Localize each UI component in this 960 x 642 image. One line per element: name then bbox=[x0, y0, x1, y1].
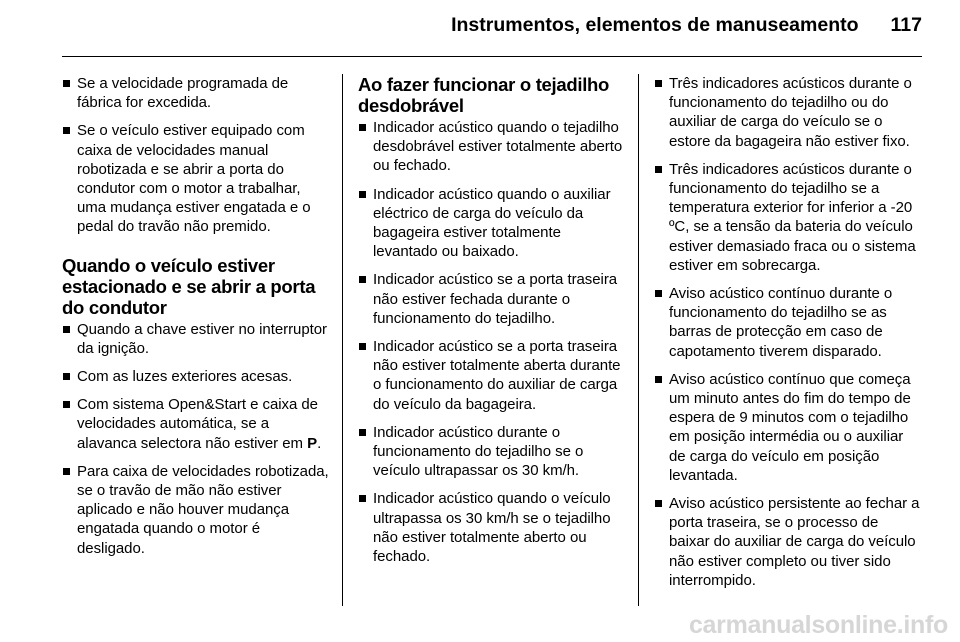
column-2 bbox=[358, 74, 626, 575]
list-item: Três indicadores acústicos durante o funcionamento do tejadilho ou do auxiliar de carga do veículo se o estore da bagageira não estiver fixo. bbox=[654, 74, 922, 151]
section-heading: Quando o veículo estiver estacionado e se abrir a porta do condutor bbox=[62, 254, 316, 318]
list-item bbox=[62, 395, 330, 453]
watermark: carmanualsonline.info bbox=[688, 611, 948, 639]
column-3 bbox=[654, 74, 922, 599]
list-item-end: . bbox=[317, 434, 322, 452]
list-item: Quando a chave estiver no interruptor da ignição. bbox=[62, 320, 330, 358]
list-item: Aviso acústico contínuo que começa um minuto antes do fim do tempo de espera de 9 minutos com o tejadilho em posição intermédia ou o auxiliar de carga do veículo em posição levantada. bbox=[654, 370, 922, 485]
list-item: Indicador acústico durante o funcionamento do tejadilho se o veículo ultrapassar os 30 km/h. bbox=[358, 423, 626, 481]
list-item: Para caixa de velocidades robotizada, se o travão de mão não estiver aplicado e não houver mudança engatada quando o motor é desligado. bbox=[62, 462, 330, 558]
list-item: Indicador acústico quando o veículo ultrapassa os 30 km/h se o tejadilho não estiver totalmente aberto ou fechado. bbox=[358, 489, 626, 566]
section-heading: Ao fazer funcionar o tejadilho desdobrável bbox=[358, 74, 610, 116]
gear-position-p: P bbox=[307, 434, 318, 452]
list-item: Indicador acústico quando o tejadilho desdobrável estiver totalmente aberto ou fechado. bbox=[358, 118, 626, 176]
list-item-text: Com sistema Open&Start e caixa de velocidades automática, se a alavanca selectora não estiver em bbox=[77, 396, 318, 452]
page-number: 117 bbox=[890, 14, 922, 36]
bullet-list bbox=[62, 74, 330, 237]
bullet-list bbox=[654, 74, 922, 590]
bullet-list bbox=[358, 118, 626, 566]
list-item: Com as luzes exteriores acesas. bbox=[62, 367, 330, 386]
header-rule bbox=[62, 56, 922, 57]
list-item: Indicador acústico quando o auxiliar eléctrico de carga do veículo da bagageira estiver totalmente levantado ou baixado. bbox=[358, 185, 626, 262]
list-item: Se a velocidade programada de fábrica for excedida. bbox=[62, 74, 330, 112]
list-item: Aviso acústico persistente ao fechar a porta traseira, se o processo de baixar do auxiliar de carga do veículo não estiver completo ou tiver sido interrompido. bbox=[654, 494, 922, 590]
list-item: Três indicadores acústicos durante o funcionamento do tejadilho se a temperatura exterior for inferior a -20 ºC, se a tensão da bateria do veículo estiver demasiado fraca ou o sistema estiver em sobrecarga. bbox=[654, 160, 922, 275]
column-divider-2 bbox=[638, 74, 639, 606]
column-1 bbox=[62, 74, 330, 567]
page-title: Instrumentos, elementos de manuseamento bbox=[451, 14, 859, 36]
list-item: Se o veículo estiver equipado com caixa de velocidades manual robotizada e se abrir a porta do condutor com o motor a trabalhar, uma mudança estiver engatada e o pedal do travão não premido. bbox=[62, 121, 330, 236]
bullet-list bbox=[62, 320, 330, 558]
page-header bbox=[0, 14, 922, 46]
list-item: Indicador acústico se a porta traseira não estiver totalmente aberta durante o funcionamento do auxiliar de carga do veículo da bagageira. bbox=[358, 337, 626, 414]
list-item: Aviso acústico contínuo durante o funcionamento do tejadilho se as barras de protecção em caso de capotamento tiverem disparado. bbox=[654, 284, 922, 361]
column-divider-1 bbox=[342, 74, 343, 606]
list-item: Indicador acústico se a porta traseira não estiver fechada durante o funcionamento do tejadilho. bbox=[358, 270, 626, 328]
